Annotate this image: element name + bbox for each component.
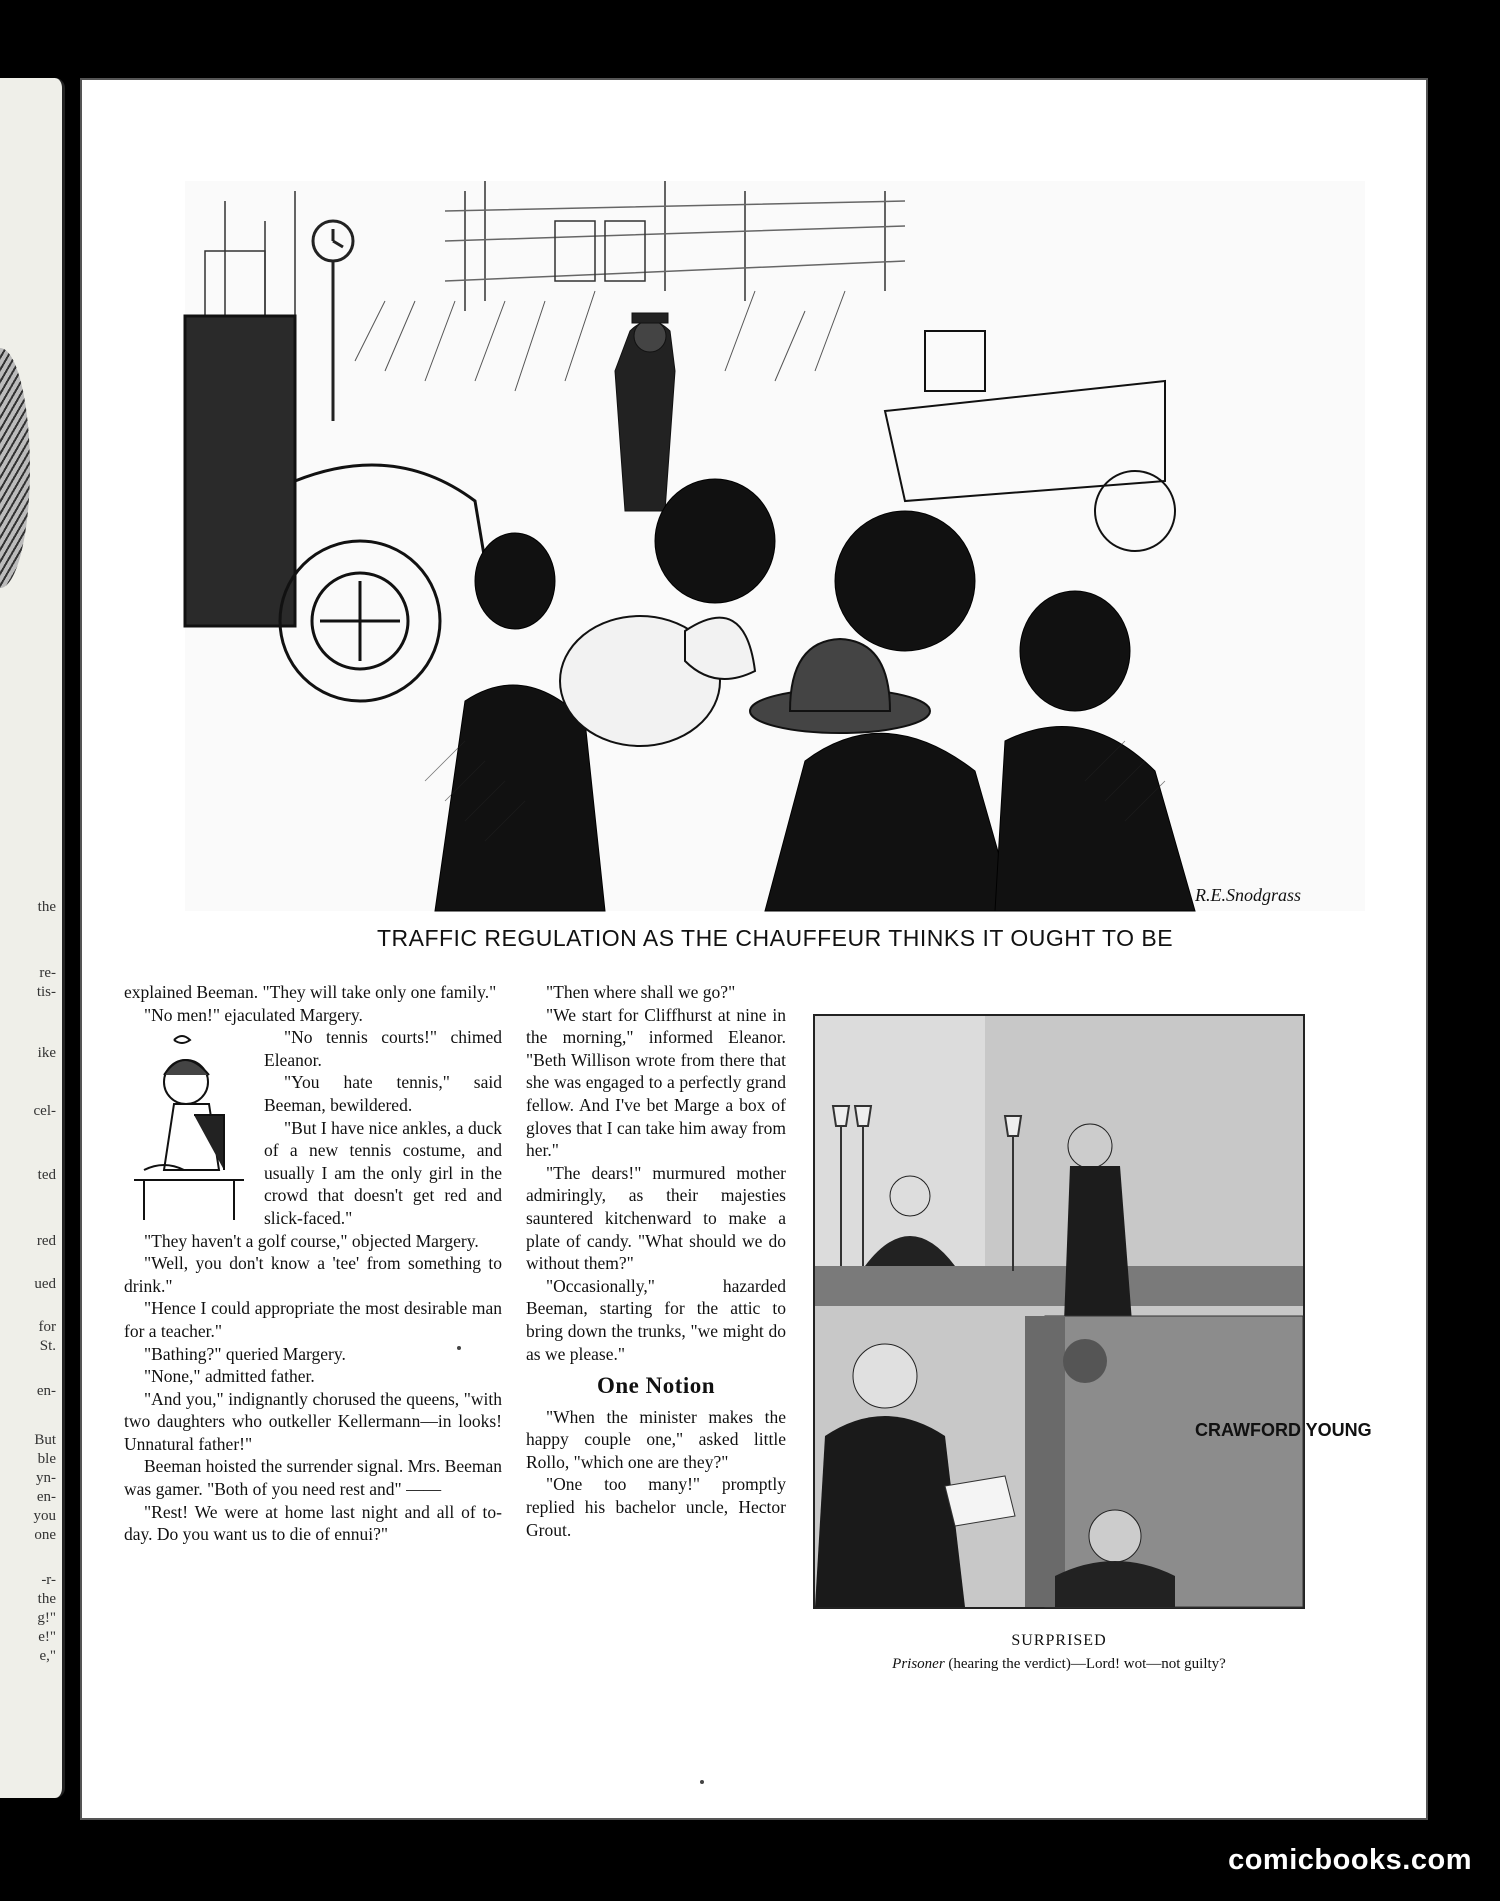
paragraph: "You hate tennis," said Beeman, bewildered. (264, 1072, 502, 1115)
left-fragment: for (38, 1319, 56, 1335)
paragraph: "But I have nice ankles, a duck of a new tennis costume, and usually I am the only girl in the crowd that doesn't get red and slick-faced." (264, 1117, 502, 1228)
illustration-caption: TRAFFIC REGULATION AS THE CHAUFFEUR THINKS IT OUGHT TO BE (376, 925, 1174, 951)
left-fragment: cel- (33, 1103, 56, 1119)
left-fragment: ued (34, 1276, 56, 1292)
magazine-page (80, 78, 1428, 1820)
left-fragment: ted (37, 1167, 56, 1183)
paragraph: "One too many!" promptly replied his bachelor uncle, Hector Grout. (526, 1474, 786, 1540)
left-fragment: you (33, 1508, 56, 1524)
left-fragment: ble (37, 1451, 56, 1467)
paragraph: "And you," indignantly chorused the queens, "with two daughters who outkeller Kellermann—in looks! Unnatural father!" (124, 1388, 502, 1454)
ink-dot (457, 1346, 461, 1350)
section-heading: One Notion (596, 1373, 716, 1399)
paragraph: "Bathing?" queried Margery. (144, 1343, 346, 1364)
left-fragment: the (37, 899, 56, 915)
illustration-signature: R.E.Snodgrass (1195, 885, 1302, 905)
paragraph: "The dears!" murmured mother admiringly, as their majesties sauntered kitchenward to make a plate of candy. "What should we do without them?" (526, 1162, 786, 1274)
left-fragment: re- (39, 965, 56, 981)
courtroom-drawing (815, 1016, 1372, 1607)
left-page-edge (0, 78, 65, 1798)
ink-dot (700, 1780, 704, 1784)
paragraph: Beeman hoisted the surrender signal. Mrs. Beeman was gamer. "Both of you need rest and" —— (124, 1456, 502, 1500)
left-fragment: g!" (37, 1610, 56, 1626)
left-fragment: red (36, 1233, 56, 1249)
story-column-2 (526, 981, 786, 1541)
left-fragment: one (34, 1527, 56, 1543)
paragraph: "We start for Cliffhurst at nine in the morning," informed Eleanor. "Beth Willison wrote from there that she was engaged to a perfectly grand fellow. And I've bet Marge a box of gloves that I can take him away from her." (526, 1004, 786, 1161)
traffic-scene-drawing (185, 181, 1365, 911)
left-fragment: St. (39, 1338, 56, 1354)
left-fragment: -r- (41, 1572, 56, 1588)
left-fragment: e!" (38, 1629, 56, 1645)
paragraph: "When the minister makes the happy couple one," asked little Rollo, "which one are they?" (526, 1406, 786, 1472)
left-fragment: tis- (36, 984, 56, 1000)
photo-caption-line: (hearing the verdict)—Lord! wot—not guilty? (948, 1656, 1226, 1672)
paragraph: "No men!" ejaculated Margery. (144, 1004, 363, 1025)
left-fragment: ike (37, 1045, 56, 1061)
paragraph: "Hence I could appropriate the most desirable man for a teacher." (124, 1298, 502, 1341)
left-fragment: en- (36, 1489, 56, 1505)
paragraph: explained Beeman. "They will take only one family." (124, 982, 497, 1002)
left-fragment: en- (36, 1383, 56, 1399)
photo-signature: CRAWFORD YOUNG (1195, 1420, 1372, 1440)
woman-at-desk-sketch (124, 1030, 254, 1222)
left-fragment: But (34, 1432, 56, 1448)
paragraph: "Then where shall we go?" (546, 982, 736, 1002)
paragraph: "Occasionally," hazarded Beeman, starting for the attic to bring down the trunks, "we might do as we please." (526, 1275, 786, 1364)
photo-title: SURPRISED (1011, 1632, 1107, 1649)
paragraph: "None," admitted father. (144, 1366, 315, 1387)
photo-speaker: Prisoner (892, 1656, 945, 1672)
paragraph: "Rest! We were at home last night and all of to-day. Do you want us to die of ennui?" (124, 1501, 502, 1545)
left-fragment: e," (39, 1648, 56, 1664)
paragraph: "Well, you don't know a 'tee' from something to drink." (124, 1253, 502, 1296)
left-fragment: the (37, 1591, 56, 1607)
courtroom-illustration (813, 1014, 1372, 1609)
photo-caption (813, 1656, 1305, 1673)
left-page-illustration-fragment (0, 348, 30, 588)
traffic-illustration (185, 181, 1365, 911)
paragraph: "No tennis courts!" chimed Eleanor. (264, 1027, 502, 1070)
paragraph: "They haven't a golf course," objected Margery. (144, 1230, 479, 1251)
story-column-1 (124, 981, 502, 1546)
left-fragment: yn- (36, 1470, 56, 1486)
watermark: comicbooks.com (1228, 1844, 1472, 1876)
